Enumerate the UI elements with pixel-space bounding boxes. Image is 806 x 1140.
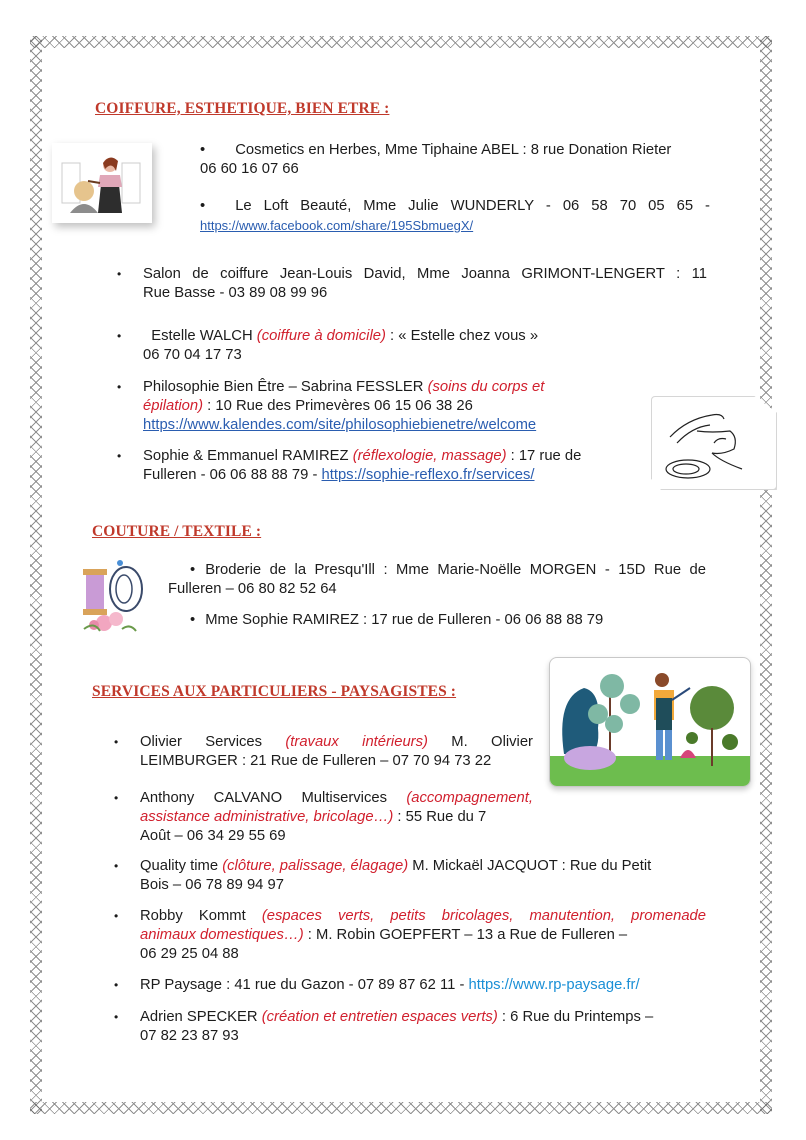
list-item: • Robby Kommt (espaces verts, petits bricolages, manutention, promenade animaux domestiques…) : M. Robin GOEPFERT – 13 a Rue de Fulleren – 06 29 25 04 88: [114, 908, 707, 962]
list-item: • Olivier Services (travaux intérieurs) M. Olivier LEIMBURGER : 21 Rue de Fulleren – 07 70 94 73 22: [114, 734, 533, 769]
decorative-border-bottom: [30, 1102, 772, 1114]
rp-paysage-link[interactable]: https://www.rp-paysage.fr/: [468, 977, 640, 993]
decorative-border-right: [760, 36, 772, 1114]
sophie-reflexo-link[interactable]: https://sophie-reflexo.fr/services/: [321, 467, 535, 483]
list-item: • Quality time (clôture, palissage, élagage) M. Mickaël JACQUOT : Rue du Petit Bois – 06 78 89 94 97: [114, 858, 652, 893]
list-item: • Broderie de la Presqu'Ill : Mme Marie-Noëlle MORGEN - 15D Rue de Fulleren – 06 80 82 52 64: [168, 562, 706, 597]
section-heading-coiffure: COIFFURE, ESTHETIQUE, BIEN ETRE :: [95, 100, 390, 117]
list-item: • Salon de coiffure Jean-Louis David, Mme Joanna GRIMONT-LENGERT : 11 Rue Basse - 03 89 08 99 96: [117, 266, 707, 301]
decorative-border-top: [30, 36, 772, 48]
list-item: • Philosophie Bien Être – Sabrina FESSLER (soins du corps et épilation) : 10 Rue des Primevères 06 15 06 38 26 https://www.kalendes.com/site/philosophiebienetre/welcome: [117, 379, 545, 433]
list-item: • Sophie & Emmanuel RAMIREZ (réflexologie, massage) : 17 rue de Fulleren - 06 06 88 88 79 - https://sophie-reflexo.fr/services/: [117, 448, 582, 483]
list-item: • Mme Sophie RAMIREZ : 17 rue de Fulleren - 06 06 88 88 79: [190, 612, 604, 628]
gardener-illustration: [549, 657, 751, 787]
list-item: • Cosmetics en Herbes, Mme Tiphaine ABEL : 8 rue Donation Rieter 06 60 16 07 66: [200, 142, 672, 177]
section-heading-couture: COUTURE / TEXTILE :: [92, 523, 262, 540]
section-heading-services: SERVICES AUX PARTICULIERS - PAYSAGISTES :: [92, 683, 457, 700]
decorative-border-left: [30, 36, 42, 1114]
hairdresser-illustration: [52, 143, 152, 223]
sewing-illustration: [74, 553, 154, 637]
list-item: • Estelle WALCH (coiffure à domicile) : « Estelle chez vous » 06 70 04 17 73: [117, 328, 539, 363]
gardener-icon: [550, 658, 750, 786]
list-item: • Adrien SPECKER (création et entretien espaces verts) : 6 Rue du Printemps – 07 82 23 87 93: [114, 1009, 654, 1044]
hairdresser-icon: [52, 143, 152, 223]
list-item: • Le Loft Beauté, Mme Julie WUNDERLY - 06 58 70 05 65 - https://www.facebook.com/share/195SbmuegX/: [200, 198, 710, 233]
sewing-icon: [74, 553, 154, 637]
massage-illustration: [651, 396, 777, 490]
facebook-link[interactable]: https://www.facebook.com/share/195SbmuegX/: [200, 218, 474, 233]
massage-icon: [652, 397, 776, 489]
list-item: • Anthony CALVANO Multiservices (accompagnement, assistance administrative, bricolage…) : 55 Rue du 7 Août – 06 34 29 55 69: [114, 790, 533, 844]
list-item: • RP Paysage : 41 rue du Gazon - 07 89 87 62 11 - https://www.rp-paysage.fr/: [114, 977, 640, 993]
kalendes-link[interactable]: https://www.kalendes.com/site/philosophiebienetre/welcome: [143, 417, 537, 433]
